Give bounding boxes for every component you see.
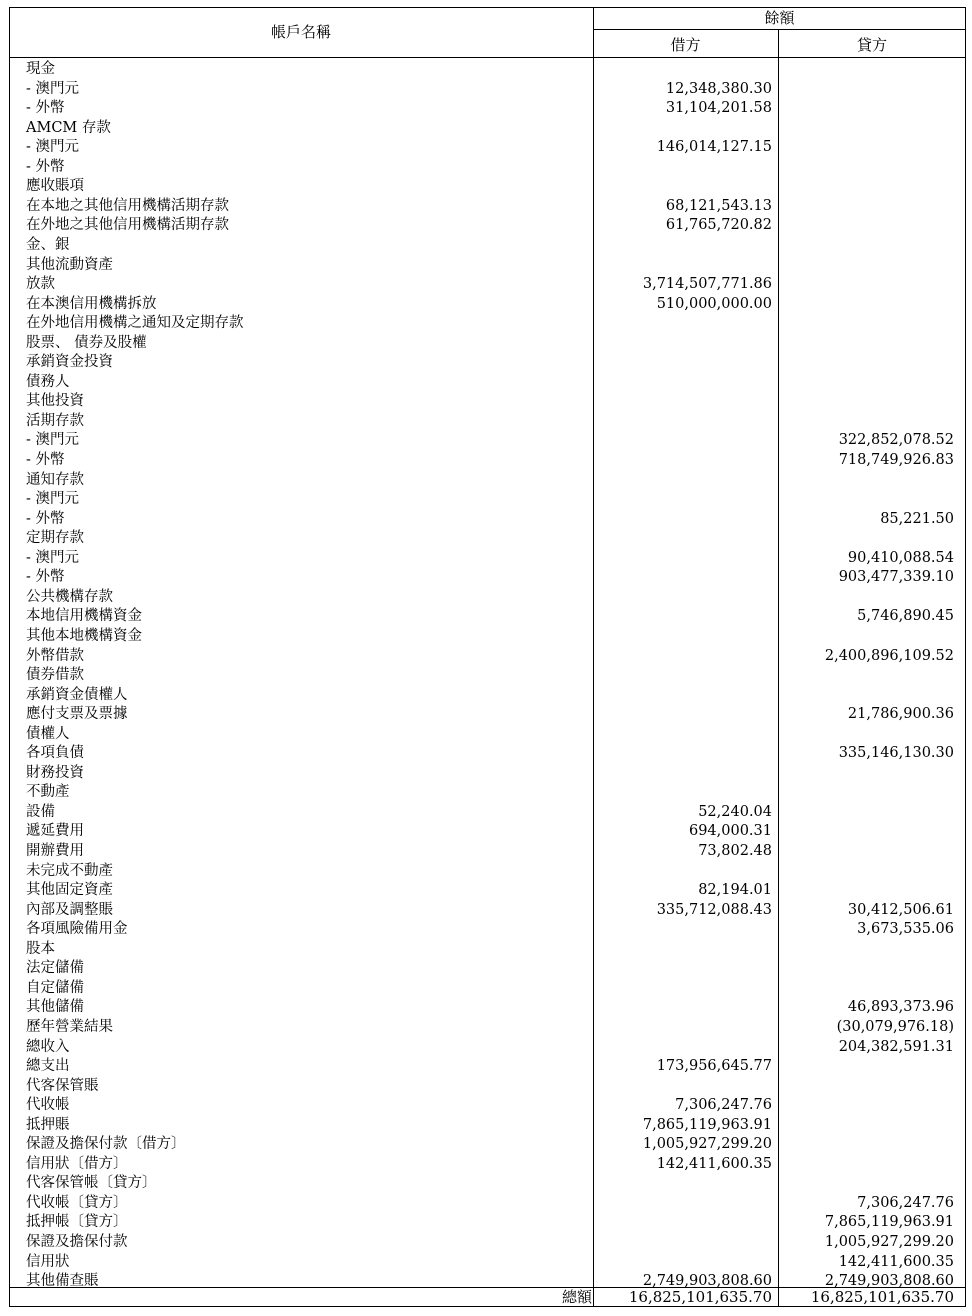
account-name-cell: 其他流動資產 — [26, 256, 113, 273]
table-row — [0, 138, 972, 158]
account-name-cell: 其他本地機構資金 — [26, 627, 142, 644]
table-row — [0, 822, 972, 842]
table-row — [0, 334, 972, 354]
table-row — [0, 686, 972, 706]
account-name-cell: 自定儲備 — [26, 979, 84, 996]
account-name-cell: 各項負債 — [26, 745, 84, 762]
credit-cell: 90,410,088.54 — [847, 549, 954, 566]
table-row — [0, 744, 972, 764]
table-row — [0, 99, 972, 119]
account-name-cell: AMCM 存款 — [26, 119, 111, 136]
table-row — [0, 1038, 972, 1058]
account-name-cell: 外幣借款 — [26, 647, 84, 664]
account-name-cell: 在外地信用機構之通知及定期存款 — [26, 315, 244, 332]
table-row — [0, 216, 972, 236]
table-row — [0, 1233, 972, 1253]
table-row — [0, 881, 972, 901]
account-name-cell: - 澳門元 — [26, 491, 80, 508]
account-name-cell: 放款 — [26, 276, 55, 293]
account-name-cell: 在本地之其他信用機構活期存款 — [26, 197, 229, 214]
debit-cell: 510,000,000.00 — [656, 295, 772, 312]
credit-cell: 5,746,890.45 — [857, 608, 954, 625]
table-row — [0, 842, 972, 862]
account-name-cell: 其他儲備 — [26, 999, 84, 1016]
table-row — [0, 471, 972, 491]
debit-cell: 142,411,600.35 — [656, 1155, 772, 1172]
account-name-cell: 不動產 — [26, 784, 70, 801]
table-row — [0, 959, 972, 979]
debit-cell: 52,240.04 — [698, 803, 772, 820]
credit-cell: 718,749,926.83 — [838, 452, 954, 468]
account-name-cell: 承銷資金投資 — [26, 354, 113, 371]
table-row — [0, 275, 972, 295]
header-debit: 借方 — [670, 36, 701, 54]
table-row — [0, 1135, 972, 1155]
table-row — [0, 568, 972, 588]
account-name-cell: - 外幣 — [26, 158, 65, 175]
credit-cell: 204,382,591.31 — [838, 1038, 954, 1055]
account-name-cell: 遞延費用 — [26, 823, 84, 840]
credit-cell: 1,005,927,299.20 — [824, 1234, 954, 1250]
account-name-cell: 信用狀 — [26, 1253, 70, 1270]
account-name-cell: - 澳門元 — [26, 432, 80, 449]
header-account-name: 帳戶名稱 — [270, 23, 331, 41]
account-name-cell: 開辦費用 — [26, 843, 84, 859]
account-name-cell: 應收賬項 — [26, 178, 84, 195]
table-row — [0, 549, 972, 569]
header-bottom-line — [9, 57, 966, 58]
debit-cell: 146,014,127.15 — [656, 139, 772, 156]
table-row — [0, 588, 972, 608]
debit-cell: 3,714,507,771.86 — [642, 276, 772, 293]
table-row — [0, 627, 972, 647]
table-row — [0, 197, 972, 217]
table-row — [0, 119, 972, 139]
debit-cell: 31,104,201.58 — [665, 100, 772, 117]
table-row — [0, 158, 972, 178]
account-name-cell: 承銷資金債權人 — [26, 686, 128, 703]
debit-cell: 7,865,119,963.91 — [642, 1116, 772, 1133]
table-row — [0, 1155, 972, 1175]
account-name-cell: 總支出 — [26, 1058, 70, 1075]
account-name-cell: - 澳門元 — [26, 139, 80, 156]
table-row — [0, 256, 972, 276]
account-name-cell: 定期存款 — [26, 530, 84, 547]
account-name-cell: 保證及擔保付款〔借方〕 — [26, 1136, 186, 1153]
credit-cell: 335,146,130.30 — [838, 745, 954, 762]
header-credit: 貸方 — [856, 36, 887, 54]
account-name-cell: - 外幣 — [26, 569, 65, 586]
account-name-cell: - 澳門元 — [26, 549, 80, 566]
account-name-cell: 其他固定資產 — [26, 882, 113, 899]
account-name-cell: - 澳門元 — [26, 80, 80, 97]
account-name-cell: 保證及擔保付款 — [26, 1234, 128, 1250]
credit-cell: (30,079,976.18) — [836, 1018, 954, 1035]
credit-cell: 46,893,373.96 — [847, 999, 954, 1016]
account-name-cell: 法定儲備 — [26, 960, 84, 977]
debit-cell: 2,749,903,808.60 — [642, 1273, 772, 1290]
table-row — [0, 1116, 972, 1136]
table-row — [0, 314, 972, 334]
header-balance-divider — [593, 29, 966, 30]
account-name-cell: 總收入 — [26, 1038, 70, 1055]
table-row — [0, 725, 972, 745]
account-name-cell: 代客保管賬 — [26, 1077, 99, 1094]
table-row — [0, 1096, 972, 1116]
debit-cell: 1,005,927,299.20 — [642, 1136, 772, 1153]
debit-cell: 173,956,645.77 — [656, 1058, 772, 1075]
table-row — [0, 647, 972, 667]
account-name-cell: 本地信用機構資金 — [26, 608, 142, 625]
account-name-cell: 代客保管帳〔貸方〕 — [26, 1175, 157, 1192]
account-name-cell: 金、銀 — [26, 236, 70, 253]
table-row — [0, 295, 972, 315]
table-row — [0, 529, 972, 549]
table-row — [0, 998, 972, 1018]
account-name-cell: 內部及調整賬 — [26, 901, 113, 918]
debit-cell: 82,194.01 — [698, 882, 772, 899]
account-name-cell: 各項風險備用金 — [26, 921, 128, 938]
account-name-cell: 債務人 — [26, 373, 70, 390]
table-row — [0, 353, 972, 373]
credit-cell: 142,411,600.35 — [838, 1253, 954, 1270]
account-name-cell: 通知存款 — [26, 471, 84, 488]
table-row — [0, 392, 972, 412]
credit-cell: 2,400,896,109.52 — [824, 647, 954, 664]
credit-cell: 7,306,247.76 — [857, 1194, 954, 1211]
account-name-cell: 活期存款 — [26, 412, 84, 429]
table-row — [0, 940, 972, 960]
debit-cell: 7,306,247.76 — [675, 1097, 772, 1114]
table-row — [0, 510, 972, 530]
account-name-cell: 其他備查賬 — [26, 1273, 99, 1290]
debit-cell: 694,000.31 — [688, 823, 772, 840]
account-name-cell: - 外幣 — [26, 510, 65, 527]
credit-cell: 3,673,535.06 — [857, 921, 954, 938]
table-row — [0, 80, 972, 100]
account-name-cell: 公共機構存款 — [26, 588, 113, 605]
table-row — [0, 1018, 972, 1038]
table-row — [0, 901, 972, 921]
table-row — [0, 705, 972, 725]
credit-cell: 2,749,903,808.60 — [824, 1273, 954, 1290]
account-name-cell: 設備 — [26, 803, 55, 820]
debit-cell: 68,121,543.13 — [665, 197, 772, 214]
account-name-cell: 債券借款 — [26, 667, 84, 684]
table-row — [0, 1253, 972, 1273]
table-row — [0, 1057, 972, 1077]
table-row — [0, 783, 972, 803]
account-name-cell: 未完成不動產 — [26, 862, 113, 879]
account-name-cell: - 外幣 — [26, 100, 65, 117]
account-name-cell: 代收帳〔貸方〕 — [26, 1194, 128, 1211]
account-name-cell: 在本澳信用機構拆放 — [26, 295, 157, 312]
table-row — [0, 60, 972, 80]
account-name-cell: 信用狀〔借方〕 — [26, 1155, 128, 1172]
header-balance: 餘額 — [764, 9, 795, 27]
debit-cell: 73,802.48 — [698, 843, 772, 859]
total-row — [0, 1288, 972, 1307]
account-name-cell: 抵押帳〔貸方〕 — [26, 1214, 128, 1231]
credit-cell: 21,786,900.36 — [847, 706, 954, 723]
table-row — [0, 451, 972, 471]
account-name-cell: - 外幣 — [26, 452, 65, 468]
credit-cell: 85,221.50 — [880, 510, 954, 527]
account-name-cell: 財務投資 — [26, 764, 84, 781]
table-row — [0, 490, 972, 510]
credit-cell: 903,477,339.10 — [838, 569, 954, 586]
table-row — [0, 431, 972, 451]
table-row — [0, 979, 972, 999]
table-row — [0, 236, 972, 256]
table-row — [0, 1174, 972, 1194]
table-row — [0, 764, 972, 784]
debit-cell: 12,348,380.30 — [665, 80, 772, 97]
table-row — [0, 1213, 972, 1233]
account-name-cell: 歷年營業結果 — [26, 1018, 113, 1035]
account-name-cell: 其他投資 — [26, 393, 84, 410]
total-debit: 16,825,101,635.70 — [628, 1288, 772, 1306]
debit-cell: 335,712,088.43 — [656, 901, 772, 918]
table-row — [0, 1077, 972, 1097]
account-name-cell: 代收帳 — [26, 1097, 70, 1114]
account-name-cell: 應付支票及票據 — [26, 706, 128, 723]
table-row — [0, 920, 972, 940]
table-row — [0, 607, 972, 627]
total-credit: 16,825,101,635.70 — [810, 1288, 954, 1306]
table-row — [0, 373, 972, 393]
account-name-cell: 債權人 — [26, 725, 70, 742]
table-row — [0, 803, 972, 823]
table-row — [0, 177, 972, 197]
account-name-cell: 在外地之其他信用機構活期存款 — [26, 217, 229, 234]
account-name-cell: 抵押賬 — [26, 1116, 70, 1133]
account-name-cell: 股本 — [26, 940, 55, 957]
account-name-cell: 現金 — [26, 61, 55, 77]
credit-cell: 30,412,506.61 — [847, 901, 954, 918]
credit-cell: 322,852,078.52 — [838, 432, 954, 449]
total-label: 總額 — [561, 1288, 592, 1306]
debit-cell: 61,765,720.82 — [665, 217, 772, 234]
table-row — [0, 666, 972, 686]
table-row — [0, 862, 972, 882]
table-row — [0, 412, 972, 432]
credit-cell: 7,865,119,963.91 — [824, 1214, 954, 1231]
account-name-cell: 股票、 債券及股權 — [26, 334, 147, 351]
table-row — [0, 1194, 972, 1214]
